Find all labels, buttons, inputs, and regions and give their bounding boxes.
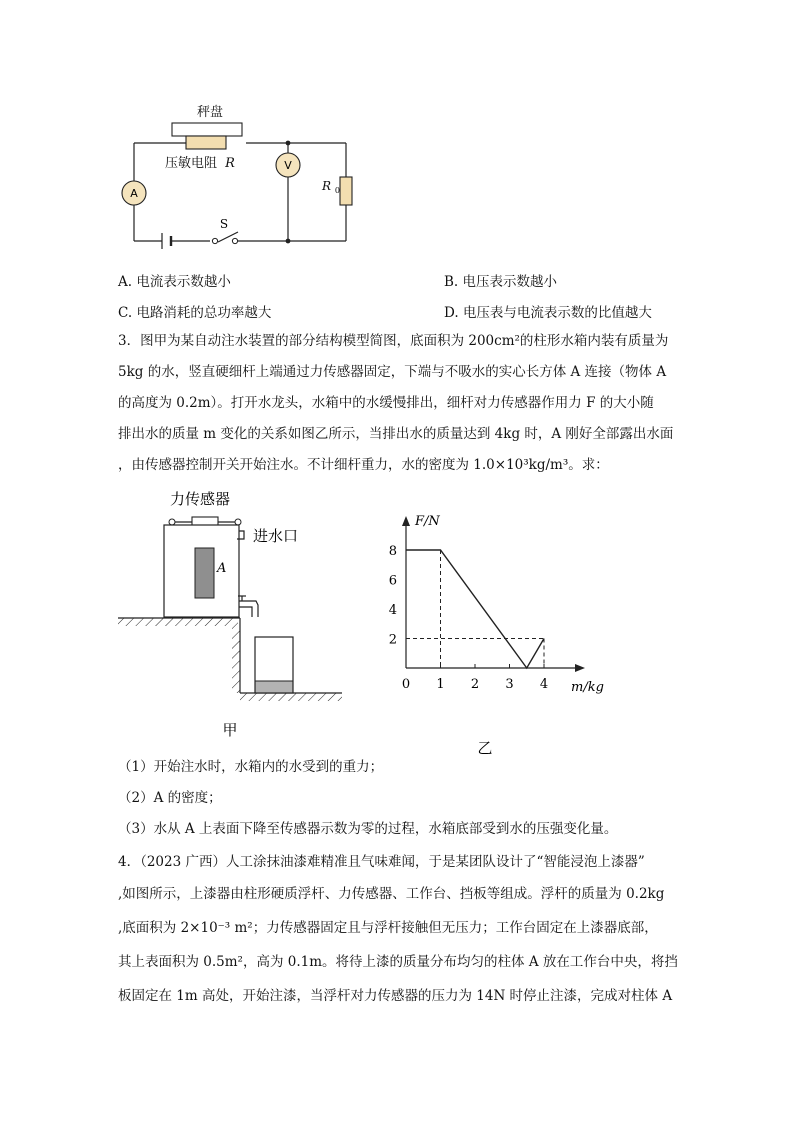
ammeter-label: A — [130, 187, 138, 200]
q3-line: 排出水的质量 m 变化的关系如图乙所示，当排出水的质量达到 4kg 时，A 刚好全部露出水面 — [118, 426, 674, 442]
scale-pan — [172, 123, 242, 136]
switch-label: S — [219, 217, 229, 231]
junction-dot — [286, 239, 291, 244]
r0-resistor — [340, 177, 352, 205]
y-axis-arrow — [402, 516, 410, 526]
object-a — [195, 548, 214, 598]
q3-sub-1: （1）开始注水时，水箱内的水受到的重力； — [118, 759, 384, 775]
option-a: A. 电流表示数越小 — [118, 274, 231, 290]
x-tick-label: 4 — [539, 677, 549, 692]
beaker-water — [255, 681, 293, 693]
svg-text:压敏电阻 R — [165, 155, 235, 171]
q3-line: 5kg 的水，竖直硬细杆上端通过力传感器固定，下端与不吸水的实心长方体 A 连接（物体 A — [118, 364, 667, 380]
r0-subscript: 0 — [334, 186, 340, 195]
q4-line: 4．（2023 广西）人工涂抹油漆难精准且气味难闻，于是某团队设计了“智能浸泡上漆器” — [118, 854, 645, 870]
fig-jia-caption: 甲 — [222, 721, 238, 739]
x-tick-label: 2 — [470, 677, 480, 692]
q4-line: ,底面积为 2×10⁻³ m²；力传感器固定且与浮杆接触但无压力；工作台固定在上漆器底部， — [118, 920, 658, 936]
figure-jia — [118, 485, 358, 745]
y-tick-label: 4 — [388, 603, 397, 618]
switch-contact — [232, 238, 237, 243]
y-tick-label: 6 — [388, 573, 397, 589]
option-d: D. 电压表与电流表示数的比值越大 — [444, 305, 652, 321]
sensor-end — [169, 519, 175, 525]
pan-label: 秤盘 — [196, 105, 224, 120]
q3-line: 3．图甲为某自动注水装置的部分结构模型简图，底面积为 200cm²的柱形水箱内装有质量为 — [118, 333, 669, 349]
x-tick-label: 3 — [505, 677, 514, 692]
resistor-symbol: R — [225, 156, 235, 171]
faucet — [239, 601, 258, 617]
sensor-end — [235, 519, 241, 525]
y-tick-label: 2 — [388, 632, 397, 648]
option-c: C. 电路消耗的总功率越大 — [118, 305, 272, 321]
option-b: B. 电压表示数越小 — [444, 274, 558, 290]
object-label: A — [217, 561, 227, 576]
x-tick-label: 0 — [401, 677, 411, 692]
r0-label: R — [322, 179, 332, 193]
q4-line: ,如图所示，上漆器由柱形硬质浮杆、力传感器、工作台、挡板等组成。浮杆的质量为 0.2kg — [118, 886, 665, 902]
fig-yi-caption: 乙 — [477, 739, 493, 755]
voltmeter-label: V — [284, 159, 292, 172]
inlet-label: 进水口 — [253, 527, 299, 545]
sensor-label: 力传感器 — [169, 490, 231, 508]
q3-line: ，由传感器控制开关开始注水。不计细杆重力，水的密度为 1.0×10³kg/m³。求： — [118, 457, 609, 473]
svg-text:R 0 — [321, 179, 340, 195]
q4-line: 其上表面积为 0.5m²，高为 0.1m。将待上漆的质量分布均匀的柱体 A 放在工作台中央，将挡 — [118, 954, 678, 970]
circuit-diagram — [110, 95, 370, 255]
series-line — [406, 550, 544, 668]
switch-contact — [212, 238, 217, 243]
y-tick-label: 8 — [388, 544, 397, 559]
q3-sub-3: （3）水从 A 上表面下降至传感器示数为零的过程，水箱底部受到水的压强变化量。 — [118, 821, 618, 837]
x-axis-label: m/kg — [571, 680, 604, 695]
q3-line: 的高度为 0.2m）。打开水龙头，水箱中的水缓慢排出，细杆对力传感器作用力 F 的大小随 — [118, 395, 654, 411]
junction-dot — [286, 141, 291, 146]
y-axis-label: F/N — [415, 514, 440, 529]
q4-line: 板固定在 1m 高处，开始注漆，当浮杆对力传感器的压力为 14N 时停止注漆，完成对柱体 A — [118, 988, 673, 1004]
figure-yi-chart — [385, 505, 610, 755]
resistor-label: 压敏电阻 — [165, 156, 218, 171]
pressure-resistor — [186, 136, 226, 149]
x-axis-arrow — [575, 664, 585, 672]
x-tick-label: 1 — [436, 677, 445, 692]
q3-sub-2: （2）A 的密度； — [118, 790, 222, 806]
